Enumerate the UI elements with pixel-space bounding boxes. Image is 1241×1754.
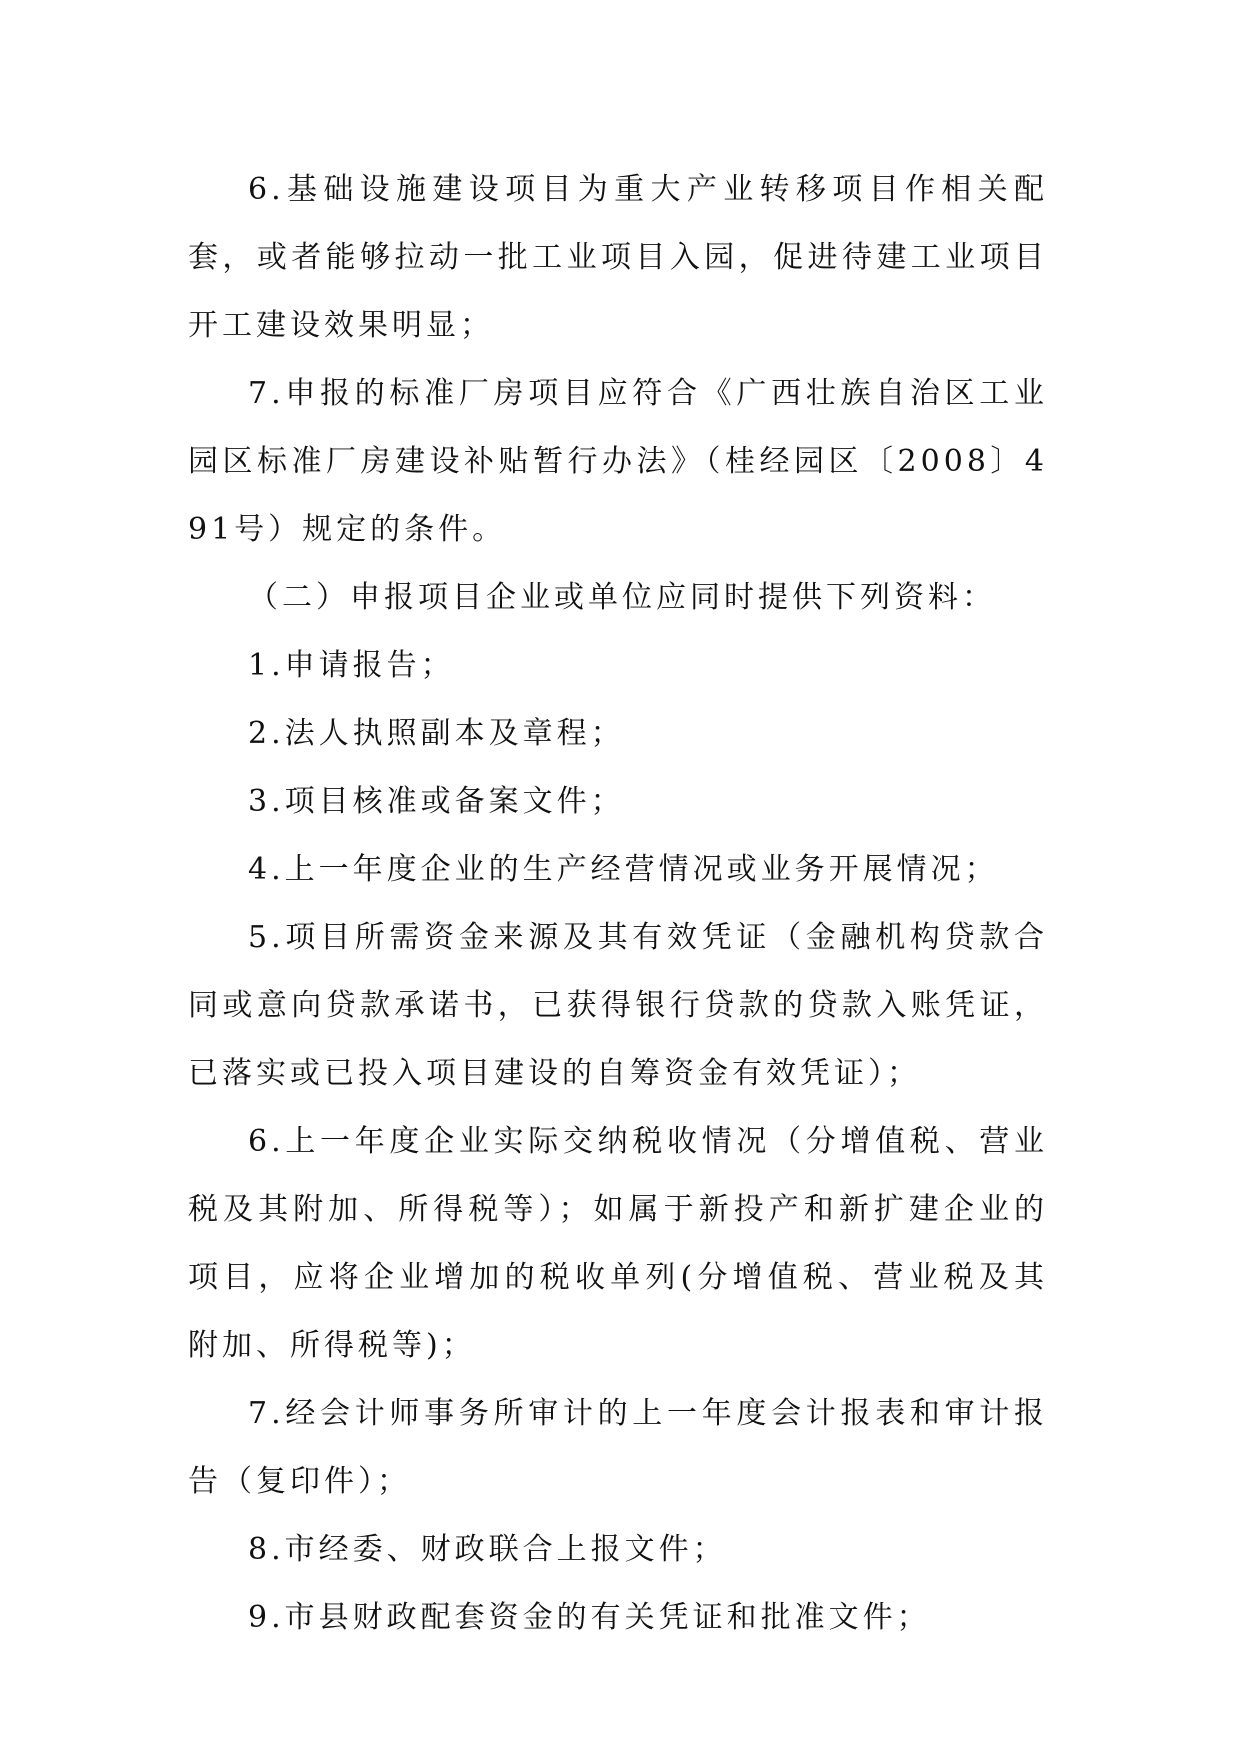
section-heading-required-materials: （二）申报项目企业或单位应同时提供下列资料： (248, 580, 996, 615)
list-item-matching-funds: 9.市县财政配套资金的有关凭证和批准文件； (248, 1600, 931, 1635)
paragraph-standard-factory-criteria: 7.申报的标准厂房项目应符合《广西壮族自治区工业园区标准厂房建设补贴暂行办法》（桂经园区〔2008〕491号）规定的条件。 (188, 376, 1048, 547)
paragraph-infrastructure-criteria: 6.基础设施建设项目为重大产业转移项目作相关配套，或者能够拉动一批工业项目入园，促进待建工业项目开工建设效果明显； (188, 172, 1048, 343)
list-item-tax-payments: 6.上一年度企业实际交纳税收情况（分增值税、营业税及其附加、所得税等）；如属于新投产和新扩建企业的项目，应将企业增加的税收单列(分增值税、营业税及其附加、所得税等)； (188, 1124, 1048, 1363)
list-item-funding-sources: 5.项目所需资金来源及其有效凭证（金融机构贷款合同或意向贷款承诺书，已获得银行贷款的贷款入账凭证，已落实或已投入项目建设的自筹资金有效凭证）； (188, 920, 1048, 1091)
list-item-application-report: 1.申请报告； (248, 648, 455, 683)
list-item-audited-reports: 7.经会计师事务所审计的上一年度会计报表和审计报告（复印件）； (188, 1396, 1048, 1499)
list-item-joint-submission: 8.市经委、财政联合上报文件； (248, 1532, 727, 1567)
list-item-project-approval: 3.项目核准或备案文件； (248, 784, 625, 819)
list-item-operating-status: 4.上一年度企业的生产经营情况或业务开展情况； (248, 852, 999, 887)
list-item-business-license: 2.法人执照副本及章程； (248, 716, 625, 751)
document-body (188, 156, 1048, 1652)
